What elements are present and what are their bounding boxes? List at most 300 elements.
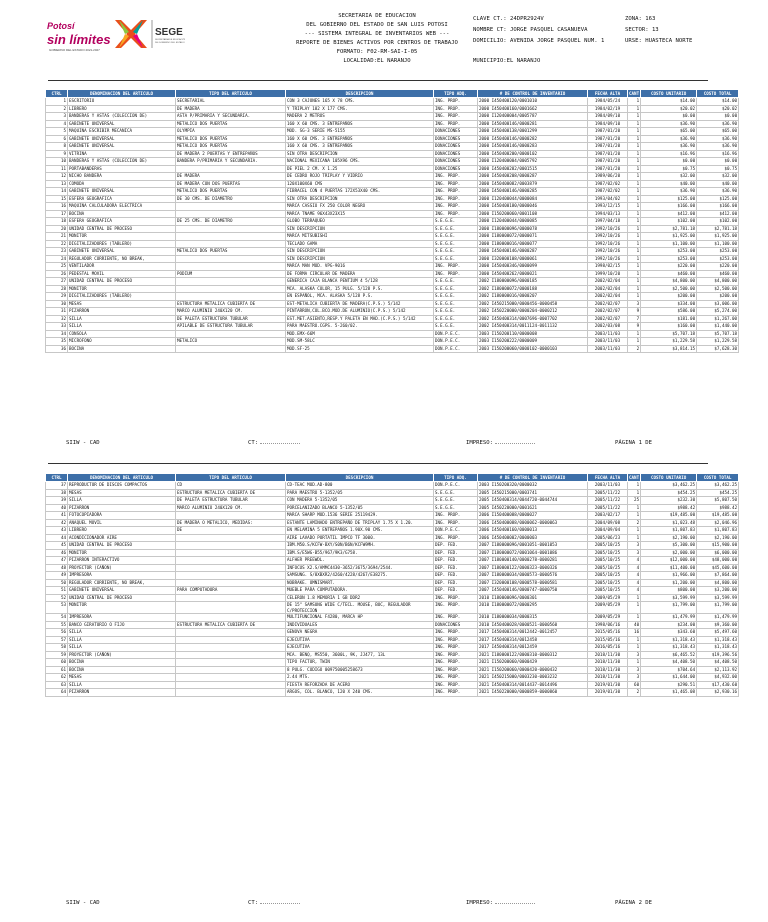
table-row — [46, 497, 739, 505]
cell-tipo-adq: S.E.G.E. — [434, 278, 478, 286]
cell-ctrl: 61 — [46, 666, 68, 674]
cell-cantidad: 2 — [628, 345, 641, 353]
cell-descripcion: CON MADERA 5-1352/05 — [286, 497, 434, 505]
cell-ctrl: 14 — [46, 188, 68, 196]
cell-tipo — [176, 579, 286, 587]
cell-tipo: ESTRUCTURA METALICA CUBIERTA DE — [176, 300, 286, 308]
cell-tipo: DE MADERA 2 PUERTAS Y ENTREPAÑOS — [176, 150, 286, 158]
cell-num-control: 2000 I450400146/0000281 — [478, 120, 588, 128]
cell-num-control: 2017 I450400314/0012458 — [478, 636, 588, 644]
footer-ct: CT: — [248, 900, 300, 906]
cell-fecha-alta: 2005/10/25 — [588, 572, 628, 580]
cell-cantidad: 1 — [628, 98, 641, 106]
cell-num-control: 2007 I180000122/0000323-0000326 — [478, 564, 588, 572]
cell-descripcion: INFOCUS X2.S/AMMC4430-3652/3675/3694/2544. — [286, 564, 434, 572]
table-row — [46, 527, 739, 535]
cell-ctrl: 53 — [46, 602, 68, 614]
table-row — [46, 203, 739, 211]
cell-descripcion: 8 PULG. CODIGO 009750005258673 — [286, 666, 434, 674]
cell-cantidad: 1 — [628, 203, 641, 211]
cell-cantidad: 1 — [628, 248, 641, 256]
column-header-ctrl: CTRL — [46, 474, 68, 482]
cell-fecha-alta: 2002/02/07 — [588, 315, 628, 323]
cell-costo-total: $2,781.18 — [697, 225, 739, 233]
cell-descripcion: ESTANTE LAMINADO ENTREPAÑO DE TRIPLAY 1.75 X 1.20. — [286, 519, 434, 527]
cell-costo-total: $0.00 — [697, 113, 739, 121]
cell-tipo-adq: S.E.G.E. — [434, 315, 478, 323]
column-header-num-control: # DE CONTROL DE INVENTARIO — [478, 90, 588, 98]
cell-cantidad: 1 — [628, 225, 641, 233]
cell-cantidad: 1 — [628, 173, 641, 181]
cell-costo-unitario: $181.00 — [641, 315, 697, 323]
table-row — [46, 270, 739, 278]
cell-denominacion: UNIDAD CENTRAL DE PROCESO — [68, 278, 176, 286]
cell-ctrl: 1 — [46, 98, 68, 106]
cell-costo-total: $1,100.00 — [697, 240, 739, 248]
cell-num-control: 2000 I450400208/0000287 — [478, 173, 588, 181]
cell-tipo-adq: DONACIONES — [434, 135, 478, 143]
cell-fecha-alta: 2015/05/16 — [588, 629, 628, 637]
cell-costo-unitario: $2,500.00 — [641, 285, 697, 293]
cell-tipo-adq: DON.P.E.C. — [434, 345, 478, 353]
cell-tipo: METALICO DOS PUERTAS — [176, 143, 286, 151]
cell-costo-unitario: $65.00 — [641, 128, 697, 136]
cell-tipo-adq: S.E.G.E. — [434, 497, 478, 505]
cell-tipo — [176, 614, 286, 622]
cell-ctrl: 17 — [46, 210, 68, 218]
cell-descripcion: TIPO FACTOR, TWIN — [286, 659, 434, 667]
cell-cantidad: 40 — [628, 621, 641, 629]
cell-denominacion: MAQUINA CALCULADORA ELECTRICA — [68, 203, 176, 211]
cell-cantidad: 1 — [628, 330, 641, 338]
cell-num-control: 2007 I180000096/0001051-0001053 — [478, 542, 588, 550]
cell-num-control: 2005 I450215000/0003741 — [478, 489, 588, 497]
cell-costo-unitario: $0.00 — [641, 158, 697, 166]
cell-descripcion: MUEBLE PARA COMPUTADORA. — [286, 587, 434, 595]
cell-fecha-alta: 2018/11/30 — [588, 659, 628, 667]
cell-cantidad: 4 — [628, 579, 641, 587]
cell-num-control: 2007 I180000034/0000573-0000576 — [478, 572, 588, 580]
cell-tipo — [176, 263, 286, 271]
cell-costo-total: $9,360.00 — [697, 621, 739, 629]
cell-num-control: 2000 I120400004/0005787 — [478, 113, 588, 121]
cell-costo-unitario: $2,781.18 — [641, 225, 697, 233]
cell-fecha-alta: 2004/09/04 — [588, 527, 628, 535]
cell-descripcion: DE CEDRO ROJO TRIPLAY Y VIDRIO — [286, 173, 434, 181]
table-row — [46, 330, 739, 338]
cell-num-control: 2017 I450400314/0012459 — [478, 644, 588, 652]
cell-denominacion: ANAQUEL MOVIL — [68, 519, 176, 527]
cell-costo-total: $48,000.00 — [697, 557, 739, 565]
cell-fecha-alta: 1993/04/02 — [588, 195, 628, 203]
cell-cantidad: 2 — [628, 689, 641, 697]
cell-ctrl: 32 — [46, 315, 68, 323]
cell-ctrl: 64 — [46, 689, 68, 697]
footer-pagina: PÁGINA 2 DE — [615, 900, 653, 906]
cell-ctrl: 11 — [46, 165, 68, 173]
footer-impreso: IMPRESO: — [466, 440, 535, 446]
table-row — [46, 165, 739, 173]
cell-descripcion: INDIVIDUALES — [286, 621, 434, 629]
table-row — [46, 572, 739, 580]
cell-ctrl: 26 — [46, 270, 68, 278]
cell-ctrl: 41 — [46, 512, 68, 520]
column-header-descripcion: DESCRIPCION — [286, 474, 434, 482]
cell-fecha-alta: 1989/06/20 — [588, 173, 628, 181]
cell-tipo — [176, 674, 286, 682]
table-row — [46, 644, 739, 652]
cell-fecha-alta: 2003/11/03 — [588, 345, 628, 353]
cell-descripcion: 160 X 60 CMS. 3 ENTREPAÑOS — [286, 120, 434, 128]
column-header-denominacion: DENOMINACION DEL ARTICULO — [68, 90, 176, 98]
cell-costo-total: $36.90 — [697, 120, 739, 128]
cell-cantidad: 1 — [628, 338, 641, 346]
cell-num-control: 2000 I150200060/0001108 — [478, 210, 588, 218]
cell-cantidad: 4 — [628, 572, 641, 580]
cell-costo-total: $5,707.18 — [697, 330, 739, 338]
cell-ctrl: 49 — [46, 572, 68, 580]
cell-costo-unitario: $3,462.25 — [641, 482, 697, 490]
cell-ctrl: 2 — [46, 105, 68, 113]
table-row — [46, 135, 739, 143]
cell-ctrl: 44 — [46, 534, 68, 542]
cell-denominacion: MONITOR — [68, 233, 176, 241]
table-row — [46, 293, 739, 301]
cell-ctrl: 23 — [46, 248, 68, 256]
cell-fecha-alta: 2005/10/25 — [588, 587, 628, 595]
cell-denominacion: SILLA — [68, 315, 176, 323]
cell-descripcion: EJECUTIVA — [286, 636, 434, 644]
cell-ctrl: 29 — [46, 293, 68, 301]
cell-tipo: SECRETARIAL — [176, 98, 286, 106]
cell-ctrl: 34 — [46, 330, 68, 338]
cell-num-control: 2010 I450400028/0000521-0000560 — [478, 621, 588, 629]
cell-descripcion: FIESTA REFORZADA DE ACERO — [286, 681, 434, 689]
cell-tipo-adq: S.E.G.E. — [434, 489, 478, 497]
cell-tipo-adq: S.E.G.E. — [434, 248, 478, 256]
cell-costo-unitario: $40.00 — [641, 180, 697, 188]
cell-descripcion: EJECUTIVA — [286, 644, 434, 652]
cell-denominacion: GABINETE UNIVERSAL — [68, 587, 176, 595]
cell-descripcion: MULTIFUNCIONAL F4280, MARCA HP — [286, 614, 434, 622]
cell-cantidad: 3 — [628, 549, 641, 557]
cell-denominacion: SILLA — [68, 636, 176, 644]
cell-descripcion: NOBRAKE. OMNISMART. — [286, 579, 434, 587]
cell-costo-total: $2,046.96 — [697, 519, 739, 527]
cell-costo-unitario: $1,318.43 — [641, 644, 697, 652]
cell-cantidad: 1 — [628, 659, 641, 667]
cell-tipo-adq: S.E.G.E. — [434, 300, 478, 308]
cell-cantidad: 1 — [628, 120, 641, 128]
cell-num-control: 2003 I150200110/0000008 — [478, 330, 588, 338]
cell-descripcion: DE 15" SAMSUNG WIDE C/TECL. MOUSE, BOC, REGULADOR C/PROTECCION — [286, 602, 434, 614]
cell-tipo — [176, 512, 286, 520]
cell-costo-total: $3,599.99 — [697, 594, 739, 602]
cell-tipo: DE MADERA CON DOS PUERTAS — [176, 180, 286, 188]
cell-num-control: 2000 I450400200/0000102 — [478, 150, 588, 158]
cell-descripcion: MADERA 2 METROS — [286, 113, 434, 121]
cell-tipo — [176, 629, 286, 637]
cell-cantidad: 3 — [628, 651, 641, 659]
cell-fecha-alta: 2018/11/30 — [588, 674, 628, 682]
cell-cantidad: 1 — [628, 489, 641, 497]
cell-denominacion: PORTABANDERAS — [68, 165, 176, 173]
cell-denominacion: PROYECTOR (CAÑON) — [68, 651, 176, 659]
cell-ctrl: 43 — [46, 527, 68, 535]
cell-num-control: 2021 I150200060/0000420-0000432 — [478, 666, 588, 674]
cell-denominacion: GABINETE UNIVERSAL — [68, 135, 176, 143]
cell-num-control: 2000 I450400282/0001515 — [478, 165, 588, 173]
svg-text:Potosí: Potosí — [47, 21, 75, 31]
cell-denominacion: VITRINA — [68, 150, 176, 158]
cell-costo-unitario: $234.00 — [641, 621, 697, 629]
cell-tipo — [176, 293, 286, 301]
cell-fecha-alta: 2019/01/30 — [588, 689, 628, 697]
cell-tipo-adq: S.E.G.E. — [434, 255, 478, 263]
cell-descripcion: MARCA TNAME 96X43X23X15 — [286, 210, 434, 218]
domicilio: DOMICILIO: AVENIDA JORGE PASQUEL NUM. 1 — [473, 38, 605, 44]
cell-tipo-adq: DONACIONES — [434, 128, 478, 136]
cell-costo-total: $6,000.00 — [697, 549, 739, 557]
cell-cantidad: 1 — [628, 135, 641, 143]
cell-costo-total: $40.00 — [697, 180, 739, 188]
table-row — [46, 308, 739, 316]
cell-num-control: 2000 I320000108/0000061 — [478, 255, 588, 263]
cell-tipo: ESTRUCTURA METALICA CUBIERTA DE — [176, 489, 286, 497]
cell-num-control: 2007 I180000140/0000278-0000281 — [478, 557, 588, 565]
cell-tipo: DE — [176, 527, 286, 535]
header-line: LOCALIDAD:EL NARANJO — [343, 58, 411, 64]
cell-denominacion: BANCO GIRATORIO O FIJO — [68, 621, 176, 629]
cell-tipo — [176, 345, 286, 353]
cell-costo-unitario: $1,807.83 — [641, 527, 697, 535]
cell-denominacion: REPRODUCTOR DE DISCOS COMPACTOS — [68, 482, 176, 490]
table-row — [46, 579, 739, 587]
cell-num-control: 2000 I180000072/0000071 — [478, 233, 588, 241]
cell-fecha-alta: 1987/01/20 — [588, 150, 628, 158]
cell-cantidad: 1 — [628, 293, 641, 301]
cell-fecha-alta: 2005/10/25 — [588, 549, 628, 557]
cell-num-control: 2006 I450400002/0000003 — [478, 534, 588, 542]
cell-fecha-alta: 2005/11/22 — [588, 497, 628, 505]
cell-denominacion: SILLA — [68, 681, 176, 689]
cell-descripcion: MCA. BENQ, MS550, 3600L, 9K, JJ477, 13L — [286, 651, 434, 659]
cell-denominacion: REGULADOR CORRIENTE, NO BREAK, — [68, 255, 176, 263]
cell-denominacion: DIGITALIZADORES (TABLERO) — [68, 293, 176, 301]
cell-costo-total: $1,799.00 — [697, 602, 739, 614]
cell-descripcion: MOD.SM-58LC — [286, 338, 434, 346]
cell-num-control: 2021 I450215000/0003230-0003232 — [478, 674, 588, 682]
municipio: MUNICIPIO:EL NARANJO — [473, 58, 541, 64]
table-row — [46, 255, 739, 263]
cell-cantidad: 1 — [628, 233, 641, 241]
cell-costo-unitario: $988.42 — [641, 504, 697, 512]
table-row — [46, 188, 739, 196]
cell-tipo: DE PALETA ESTRUCTURA TUBULAR — [176, 315, 286, 323]
cell-tipo-adq: S.E.G.E. — [434, 504, 478, 512]
cell-costo-unitario: $1,229.58 — [641, 338, 697, 346]
cell-tipo — [176, 681, 286, 689]
cell-tipo-adq: ING. PROP. — [434, 113, 478, 121]
cell-costo-unitario: $1,644.00 — [641, 674, 697, 682]
cell-descripcion: SAMSUNG. S/8XBXR2/4260/4228/4267/E38275. — [286, 572, 434, 580]
cell-fecha-alta: 1987/01/20 — [588, 165, 628, 173]
cell-cantidad: 1 — [628, 602, 641, 614]
cell-denominacion: BANDERAS Y ASTAS (COLECCION DE) — [68, 158, 176, 166]
cell-denominacion: PIZARRON — [68, 689, 176, 697]
cell-fecha-alta: 1998/06/16 — [588, 621, 628, 629]
cell-tipo: DE 30 CMS. DE DIAMETRO — [176, 195, 286, 203]
cell-descripcion: PARA MAESTRO.CGPS. 5-260/02. — [286, 323, 434, 331]
cell-tipo-adq: ING. PROP. — [434, 98, 478, 106]
cell-descripcion: GLOBO TERRAQUEO — [286, 218, 434, 226]
inventory-table-page-2 — [45, 473, 739, 697]
table-row — [46, 263, 739, 271]
cell-tipo-adq: ING. PROP. — [434, 203, 478, 211]
cell-fecha-alta: 1987/01/20 — [588, 143, 628, 151]
cell-tipo-adq: DON.P.E.C. — [434, 482, 478, 490]
cell-fecha-alta: 1987/02/02 — [588, 188, 628, 196]
cell-costo-unitario: $200.00 — [641, 293, 697, 301]
cell-tipo-adq: DEP. FED. — [434, 579, 478, 587]
column-header-tipo-adq: TIPO ADQ. — [434, 474, 478, 482]
cell-ctrl: 35 — [46, 338, 68, 346]
cell-descripcion: MOD. SG-3 SERIE MS-5155 — [286, 128, 434, 136]
table-row — [46, 489, 739, 497]
cell-descripcion: TECLADO GAMA — [286, 240, 434, 248]
cell-fecha-alta: 2005/10/25 — [588, 579, 628, 587]
cell-costo-total: $1,229.58 — [697, 338, 739, 346]
cell-cantidad: 1 — [628, 195, 641, 203]
cell-costo-unitario: $12,000.00 — [641, 557, 697, 565]
cell-denominacion: ESFERA GEOGRAFICA — [68, 218, 176, 226]
table-row — [46, 587, 739, 595]
cell-tipo: METALICO DOS PUERTAS — [176, 120, 286, 128]
cell-cantidad: 1 — [628, 636, 641, 644]
cell-num-control: 2002 I450400314/0011124-0011132 — [478, 323, 588, 331]
cell-costo-total: $253.00 — [697, 255, 739, 263]
cell-ctrl: 31 — [46, 308, 68, 316]
cell-costo-total: $3,200.00 — [697, 587, 739, 595]
cell-costo-unitario: $220.00 — [641, 263, 697, 271]
cell-ctrl: 6 — [46, 135, 68, 143]
cell-cantidad: 4 — [628, 587, 641, 595]
cell-costo-total: $412.00 — [697, 210, 739, 218]
cell-descripcion: PINTARRON,COL.BCO.MOD.DE ALUMINIO(C.P.S.) 5/142 — [286, 308, 434, 316]
cell-costo-total: $2,113.92 — [697, 666, 739, 674]
cell-cantidad: 1 — [628, 105, 641, 113]
cell-costo-total: $5,497.60 — [697, 629, 739, 637]
cell-tipo-adq: DEP. FED. — [434, 564, 478, 572]
cell-costo-total: $4,800.00 — [697, 278, 739, 286]
footer-siiw: SIIW - CAD — [66, 440, 100, 446]
cell-ctrl: 37 — [46, 482, 68, 490]
cell-num-control: 2002 I450220000/0000204-0000212 — [478, 308, 588, 316]
cell-tipo-adq: ING. PROP. — [434, 674, 478, 682]
cell-num-control: 2010 I180000034/0000315 — [478, 614, 588, 622]
cell-fecha-alta: 2002/03/08 — [588, 323, 628, 331]
cell-ctrl: 8 — [46, 143, 68, 151]
cell-costo-total: $460.00 — [697, 270, 739, 278]
cell-ctrl: 5 — [46, 128, 68, 136]
cell-costo-total: $7,628.30 — [697, 345, 739, 353]
cell-ctrl: 24 — [46, 255, 68, 263]
cell-denominacion: MICROFONO — [68, 338, 176, 346]
cell-tipo-adq: DONACIONES — [434, 158, 478, 166]
cell-denominacion: ACONDICIONADOR AIRE — [68, 534, 176, 542]
cell-descripcion: MARCA MAN MOD. VPG-9016 — [286, 263, 434, 271]
cell-fecha-alta: 2009/05/29 — [588, 594, 628, 602]
cell-fecha-alta: 2003/11/03 — [588, 482, 628, 490]
cell-tipo-adq: ING. PROP. — [434, 629, 478, 637]
table-row — [46, 173, 739, 181]
cell-descripcion: DE FORMA CIRCULAR DE MADERA — [286, 270, 434, 278]
cell-costo-unitario: $32.00 — [641, 173, 697, 181]
cell-denominacion: MESAS — [68, 489, 176, 497]
cell-ctrl: 4 — [46, 120, 68, 128]
cell-cantidad: 1 — [628, 113, 641, 121]
cell-ctrl: 25 — [46, 263, 68, 271]
cell-cantidad: 1 — [628, 527, 641, 535]
cell-tipo: CD — [176, 482, 286, 490]
cell-num-control: 2002 I450400314/0007696-0007702 — [478, 315, 588, 323]
cell-fecha-alta: 1992/10/26 — [588, 233, 628, 241]
cell-denominacion: GABINETE UNIVERSAL — [68, 248, 176, 256]
cell-tipo — [176, 666, 286, 674]
cell-tipo-adq: DEP. FED. — [434, 557, 478, 565]
cell-ctrl: 63 — [46, 681, 68, 689]
cell-ctrl: 3 — [46, 113, 68, 121]
cell-descripcion: MOD.EMX-66M — [286, 330, 434, 338]
cell-tipo-adq: DON.P.E.C. — [434, 338, 478, 346]
cell-fecha-alta: 1984/09/10 — [588, 120, 628, 128]
cell-costo-unitario: $334.00 — [641, 300, 697, 308]
cell-num-control: 2002 I450215000/0000456-0000458 — [478, 300, 588, 308]
cell-costo-total: $988.42 — [697, 504, 739, 512]
svg-text:SECRETARÍA DE EDUCACIÓN: SECRETARÍA DE EDUCACIÓN — [155, 39, 185, 41]
cell-tipo: ESTRUCTURA METALICA CUBIERTA DE — [176, 621, 286, 629]
cell-denominacion: ESCRITORIO — [68, 98, 176, 106]
cell-tipo-adq: ING. PROP. — [434, 636, 478, 644]
cell-tipo-adq: ING. PROP. — [434, 602, 478, 614]
cell-ctrl: 46 — [46, 549, 68, 557]
svg-text:sin límites: sin límites — [47, 32, 111, 47]
cell-cantidad: 4 — [628, 564, 641, 572]
column-header-num-control: # DE CONTROL DE INVENTARIO — [478, 474, 588, 482]
cell-fecha-alta: 1993/12/15 — [588, 203, 628, 211]
cell-denominacion: SILLA — [68, 629, 176, 637]
cell-descripcion: IBM.M50.S/KCFW-BXY/S0N/B6N/KCFW9MH. — [286, 542, 434, 550]
cell-descripcion: EST.MET.ASIENTO,RESP.Y PALETA EN MAD.(C.P.S.) 5/142 — [286, 315, 434, 323]
cell-tipo-adq: S.E.G.E. — [434, 285, 478, 293]
cell-fecha-alta: 1992/10/26 — [588, 255, 628, 263]
cell-ctrl: 54 — [46, 614, 68, 622]
cell-fecha-alta: 1987/01/20 — [588, 158, 628, 166]
cell-tipo-adq: DON.P.E.C. — [434, 330, 478, 338]
cell-num-control: 2002 I180000072/0000188 — [478, 285, 588, 293]
cell-costo-total: $36.90 — [697, 135, 739, 143]
cell-ctrl: 27 — [46, 278, 68, 286]
cell-costo-unitario: $102.00 — [641, 218, 697, 226]
cell-cantidad: 1 — [628, 158, 641, 166]
cell-tipo-adq: ING. PROP. — [434, 180, 478, 188]
table-row — [46, 666, 739, 674]
cell-cantidad: 3 — [628, 666, 641, 674]
cell-ctrl: 40 — [46, 504, 68, 512]
cell-costo-total: $166.00 — [697, 203, 739, 211]
table-row — [46, 338, 739, 346]
cell-cantidad: 1 — [628, 278, 641, 286]
